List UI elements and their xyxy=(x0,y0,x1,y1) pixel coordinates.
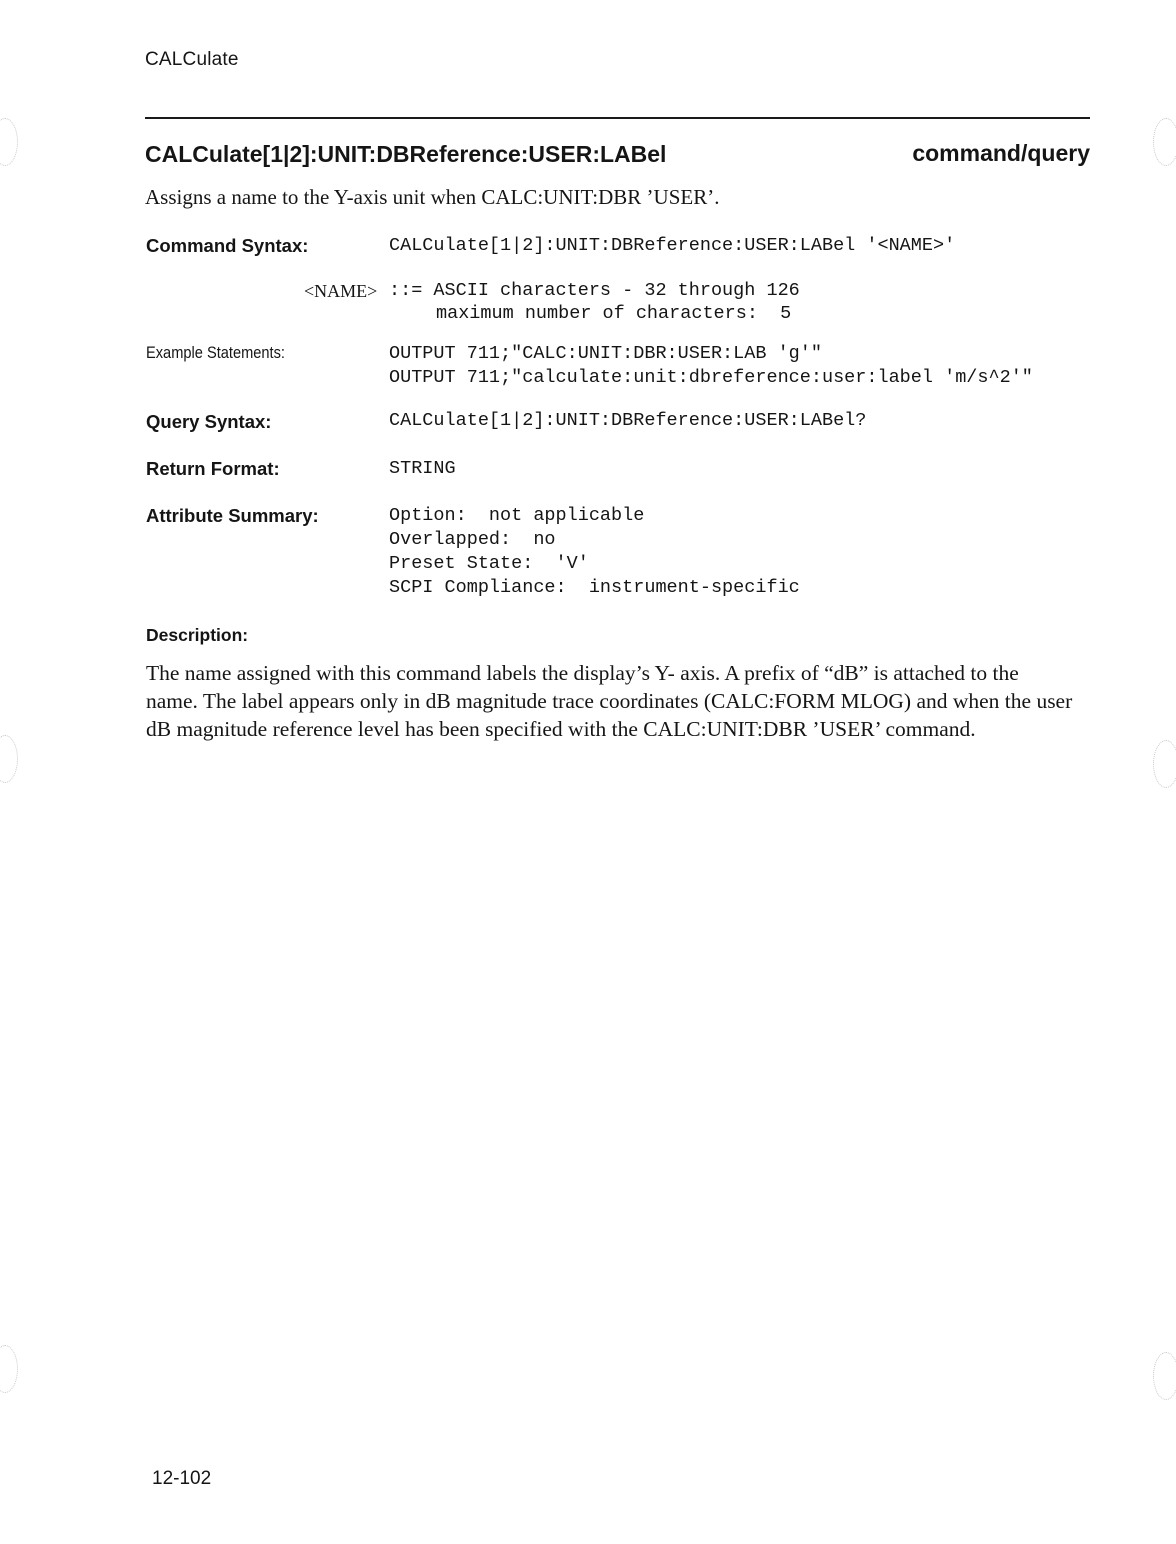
return-format-label: Return Format: xyxy=(146,458,280,479)
attribute-summary-label: Attribute Summary: xyxy=(146,505,319,526)
attribute-scpi-compliance: SCPI Compliance: instrument-specific xyxy=(389,577,800,598)
header-rule xyxy=(145,117,1090,119)
binder-hole-mark xyxy=(0,118,18,166)
description-label: Description: xyxy=(146,625,249,645)
name-parameter-max: maximum number of characters: 5 xyxy=(436,303,792,324)
binder-hole-mark xyxy=(1153,1352,1176,1400)
command-summary: Assigns a name to the Y-axis unit when CALC:UNIT:DBR ’USER’. xyxy=(145,185,720,209)
example-statements-label: Example Statements: xyxy=(146,343,285,362)
binder-hole-mark xyxy=(0,1345,18,1393)
page-number: 12-102 xyxy=(152,1468,212,1489)
query-syntax-value: CALCulate[1|2]:UNIT:DBReference:USER:LABel? xyxy=(389,410,867,431)
description-text: The name assigned with this command labels the display’s Y- axis. A prefix of “dB” is attached to the name. The label appears only in dB magnitude trace coordinates (CALC:FORM MLOG) and when the user dB magnitude reference level has been specified with the CALC:UNIT:DBR ’USER’ command. xyxy=(146,661,1073,741)
command-syntax-label: Command Syntax: xyxy=(146,235,309,256)
running-header: CALCulate xyxy=(145,49,239,70)
attribute-option: Option: not applicable xyxy=(389,505,645,526)
attribute-overlapped: Overlapped: no xyxy=(389,529,556,550)
name-parameter-label: <NAME> xyxy=(304,281,378,301)
return-format-value: STRING xyxy=(389,458,456,479)
binder-hole-mark xyxy=(1153,740,1176,788)
name-parameter-definition: ::= ASCII characters - 32 through 126 xyxy=(389,280,800,301)
binder-hole-mark xyxy=(1153,118,1176,166)
command-type: command/query xyxy=(912,140,1090,166)
example-statement-1: OUTPUT 711;"CALC:UNIT:DBR:USER:LAB 'g'" xyxy=(389,343,822,364)
example-statement-2: OUTPUT 711;"calculate:unit:dbreference:user:label 'm/s^2'" xyxy=(389,367,1033,388)
binder-hole-mark xyxy=(0,735,18,783)
attribute-preset-state: Preset State: 'V' xyxy=(389,553,589,574)
query-syntax-label: Query Syntax: xyxy=(146,411,272,432)
command-title: CALCulate[1|2]:UNIT:DBReference:USER:LABel xyxy=(145,141,667,167)
command-syntax-value: CALCulate[1|2]:UNIT:DBReference:USER:LABel '<NAME>' xyxy=(389,235,956,256)
